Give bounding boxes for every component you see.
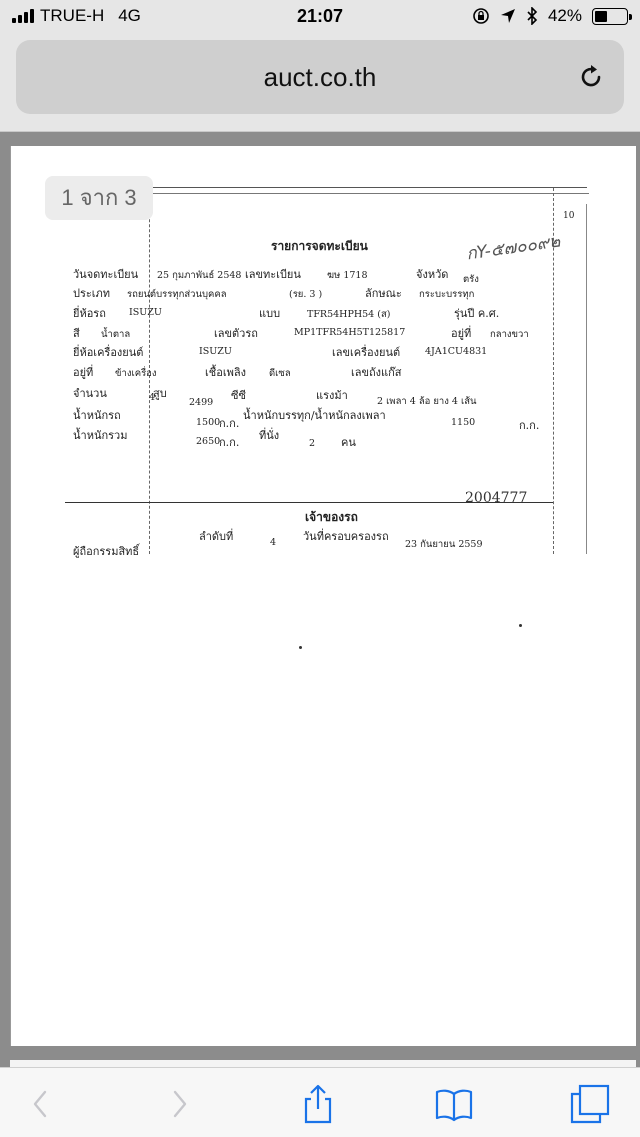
cylinder-label: สูบ [153,387,167,400]
stamp-number: 2004777 [465,490,528,506]
year-label: รุ่นปี ค.ศ. [454,307,500,320]
handwritten-note: กY-๕๗๐๐๙๒ [465,231,562,265]
scan-speck [299,646,302,649]
rotation-lock-icon [472,7,490,25]
brand-value: ISUZU [129,307,162,318]
scan-border-line [151,187,587,188]
cc-value: 2499 [189,397,214,408]
kg-unit: ก.ก. [219,436,240,449]
fuel-label: เชื้อเพลิง [205,366,246,379]
brand-label: ยี่ห้อรถ [73,307,106,320]
plate-label: เลขทะเบียน [245,268,301,281]
engine-brand-label: ยี่ห้อเครื่องยนต์ [73,346,144,359]
scan-border-line [149,193,589,194]
scan-speck [519,624,522,627]
gas-tank-label: เลขถังแก๊ส [351,366,402,379]
possession-label: วันที่ครอบครองรถ [303,530,389,543]
reg-date-value: 25 กุมภาพันธ์ 2548 [157,270,242,281]
page-indicator: 1 จาก 3 [45,176,153,220]
province-label: จังหวัด [416,268,449,281]
type-code: (รย. 3 ) [289,289,323,300]
reg-date-label: วันจดทะเบียน [73,268,139,281]
engine-no-value: 4JA1CU4831 [425,346,488,357]
seats-value: 2 [309,438,316,449]
browser-toolbar [0,1067,640,1137]
status-bar [0,0,640,36]
forward-button[interactable] [158,1082,202,1126]
battery-icon [592,8,628,25]
back-icon[interactable] [18,1082,62,1126]
ownership-label: ผู้ถือกรรมสิทธิ์ [73,545,140,558]
browser-nav-area [0,36,640,132]
weight-label: น้ำหนักรถ [73,409,121,422]
type-label: ประเภท [73,287,111,300]
body-label: ลักษณะ [365,287,402,300]
total-weight-value: 2650 [196,436,221,447]
load-label: น้ำหนักบรรทุก/น้ำหนักลงเพลา [243,409,386,422]
back-button[interactable] [18,1082,62,1126]
seats-label: ที่นั่ง [259,429,280,442]
weight-value: 1500 [196,417,221,428]
model-label: แบบ [259,307,281,320]
possession-value: 23 กันยายน 2559 [405,539,483,550]
chassis-label: เลขตัวรถ [214,327,258,340]
corner-number: 10 [563,211,575,221]
body-value: กระบะบรรทุก [419,289,475,300]
color-value: น้ำตาล [101,329,131,340]
location1-label: อยู่ที่ [451,327,472,340]
network-type: 4G [118,6,141,25]
address-bar[interactable] [16,40,624,114]
forward-icon[interactable] [158,1082,202,1126]
load-value: 1150 [451,417,476,428]
kg-unit: ก.ก. [219,417,240,430]
document-title: รายการจดทะเบียน [271,239,368,253]
location2-label: อยู่ที่ [73,366,94,379]
carrier-name: TRUE-H [40,6,105,25]
location-icon [500,8,516,24]
tabs-button[interactable] [568,1082,612,1126]
seats-unit: คน [341,436,356,449]
location2-value: ข้างเครื่อง [115,368,157,379]
url-text[interactable]: auct.co.th [263,62,377,92]
count-value: 4 [149,392,156,403]
next-page-edge [10,1060,636,1067]
engine-brand-value: ISUZU [199,346,232,357]
total-weight-label: น้ำหนักรวม [73,429,128,442]
status-right [472,6,628,26]
province-value: ตรัง [463,274,479,285]
pdf-viewer[interactable] [0,132,640,1067]
cc-label: ซีซี [231,389,246,402]
kg-unit: ก.ก. [519,419,540,432]
share-button[interactable] [296,1082,340,1126]
order-label: ลำดับที่ [199,530,234,543]
hp-label: แรงม้า [316,389,348,402]
count-label: จำนวน [73,387,107,400]
fuel-value: ดีเซล [269,368,291,379]
engine-no-label: เลขเครื่องยนต์ [332,346,401,359]
reload-icon[interactable] [576,62,606,92]
owner-heading: เจ้าของรถ [305,510,358,524]
pdf-page[interactable] [10,146,636,1046]
scanned-document [31,164,589,558]
axle-text: 2 เพลา 4 ล้อ ยาง 4 เส้น [377,396,477,407]
type-value: รถยนต์บรรทุกส่วนบุคคล [127,289,227,300]
location1-value: กลางขวา [490,329,529,340]
model-value: TFR54HPH54 (ส) [307,309,391,320]
battery-percent: 42% [547,6,582,25]
status-time: 21:07 [296,6,344,26]
plate-value: ฆษ 1718 [327,270,368,281]
tabs-icon[interactable] [568,1082,612,1126]
share-icon[interactable] [296,1082,340,1126]
order-value: 4 [270,537,277,548]
bluetooth-icon [526,7,538,25]
bookmarks-icon[interactable] [432,1082,476,1126]
scan-margin-line [586,204,587,554]
bookmarks-button[interactable] [432,1082,476,1126]
chassis-value: MP1TFR54H5T125817 [294,327,406,338]
color-label: สี [73,327,80,340]
